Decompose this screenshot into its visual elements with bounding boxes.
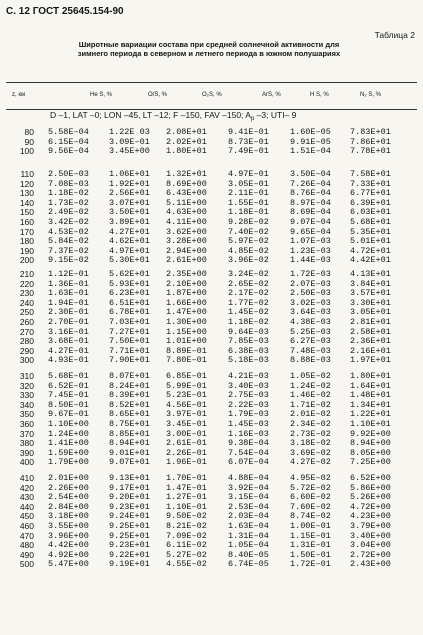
column-h-values: 1.05E–02 1.24E–02 1.46E–02 1.71E–02 2.01E–02 2.34E–02 2.73E–02 3.18E–02 3.69E–02 4.27E–02 bbox=[290, 371, 331, 468]
standard-code: ГОСТ 25645.154-90 bbox=[32, 6, 124, 17]
col-header-n2: N₂ S, % bbox=[360, 92, 381, 98]
column-ar-values: 9.41E–01 8.73E–01 7.49E–01 bbox=[228, 127, 269, 157]
conditions-subscript: p bbox=[250, 116, 255, 122]
column-h-values: 1.72E–03 2.07E–03 2.50E–03 3.02E–03 3.64E–03 4.38E–03 5.25E–03 6.27E–03 7.48E–03 8.88E–03 bbox=[290, 269, 331, 366]
column-h-values: 1.60E–05 9.91E–05 1.51E–04 bbox=[290, 127, 331, 157]
col-header-o2: O₂S, % bbox=[202, 92, 222, 98]
column-o-values: 8.07E+01 8.24E+01 8.39E+01 8.52E+01 8.65E+01 8.75E+01 8.85E+01 8.94E+01 9.01E+01 9.07E+01 bbox=[109, 371, 150, 468]
column-ar-values: 4.97E–01 3.05E–01 2.11E–01 1.55E–01 1.18E–01 9.28E–02 7.40E–02 5.97E–02 4.85E–02 3.96E–02 bbox=[228, 169, 269, 266]
col-header-o: O/S, % bbox=[148, 92, 168, 98]
altitude-column: 310 320 330 340 350 360 370 380 390 400 bbox=[19, 371, 34, 468]
conditions-text: D –1, LAT –0; LON –45, LT –12; F –150, FAV –150; A bbox=[50, 110, 251, 120]
column-he-values: 2.50E–03 7.08E–03 1.18E–02 1.73E–02 2.49E–02 3.42E–02 4.53E–02 5.84E–02 7.37E–02 9.15E–02 bbox=[48, 169, 89, 266]
col-header-ar: ArS, % bbox=[262, 92, 281, 98]
caption-line: Широтные вариации состава при средней солнечной активности для bbox=[78, 40, 340, 49]
column-he-values: 5.68E–01 6.52E–01 7.45E–01 8.50E–01 9.67E–01 1.10E+00 1.24E+00 1.41E+00 1.59E+00 1.79E+00 bbox=[48, 371, 89, 468]
altitude-column: 110 120 130 140 150 160 170 180 190 200 bbox=[19, 169, 34, 266]
altitude-column: 80 90 100 bbox=[19, 127, 34, 157]
column-o2-values: 1.70E–01 1.47E–01 1.27E–01 1.10E–01 9.50E–02 8.21E–02 7.09E–02 6.11E–02 5.27E–02 4.55E–02 bbox=[166, 473, 207, 570]
column-he-values: 1.12E–01 1.36E–01 1.63E–01 1.94E–01 2.30E–01 2.70E–01 3.16E–01 3.68E–01 4.27E–01 4.93E–01 bbox=[48, 269, 89, 366]
column-o-values: 1.06E+01 1.92E+01 2.56E+01 3.07E+01 3.50E+01 3.89E+01 4.27E+01 4.62E+01 4.97E+01 5.30E+01 bbox=[109, 169, 150, 266]
column-o-values: 9.13E+01 9.17E+01 9.20E+01 9.23E+01 9.24E+01 9.25E+01 9.25E+01 9.23E+01 9.22E+01 9.19E+01 bbox=[109, 473, 150, 570]
column-o2-values: 2.35E+00 2.10E+00 1.87E+00 1.66E+00 1.47E+00 1.30E+00 1.15E+00 1.01E+00 8.89E–01 7.80E–01 bbox=[166, 269, 207, 366]
column-n2-values: 1.80E+01 1.64E+01 1.48E+01 1.34E+01 1.22E+01 1.10E+01 9.92E+00 8.94E+00 8.05E+00 7.25E+00 bbox=[350, 371, 391, 468]
column-he-values: 2.01E+00 2.26E+00 2.54E+00 2.84E+00 3.18E+00 3.55E+00 3.96E+00 4.42E+00 4.92E+00 5.47E+00 bbox=[48, 473, 89, 570]
column-o2-values: 2.08E+01 2.02E+01 1.80E+01 bbox=[166, 127, 207, 157]
column-o-values: 5.62E+01 5.93E+01 6.23E+01 6.51E+01 6.78E+01 7.03E+01 7.27E+01 7.50E+01 7.71E+01 7.90E+01 bbox=[109, 269, 150, 366]
column-n2-values: 4.13E+01 3.84E+01 3.57E+01 3.30E+01 3.05E+01 2.81E+01 2.58E+01 2.36E+01 2.16E+01 1.97E+01 bbox=[350, 269, 391, 366]
col-header-h: H S, % bbox=[310, 92, 329, 98]
column-n2-values: 7.83E+01 7.86E+01 7.78E+01 bbox=[350, 127, 391, 157]
column-ar-values: 4.88E–04 3.92E–04 3.15E–04 2.53E–04 2.03E–04 1.63E–04 1.31E–04 1.05E–04 8.40E–05 6.74E–05 bbox=[228, 473, 269, 570]
column-he-values: 5.58E–04 6.15E–04 9.56E–04 bbox=[48, 127, 89, 157]
col-header-he: He S, % bbox=[90, 92, 113, 98]
column-o2-values: 1.32E+01 8.69E+00 6.43E+00 5.11E+00 4.63E+00 4.11E+00 3.62E+00 3.28E+00 2.94E+00 2.61E+00 bbox=[166, 169, 207, 266]
conditions-text-end: –3; UTI– 9 bbox=[254, 110, 297, 120]
page-header bbox=[6, 6, 124, 17]
column-n2-values: 6.52E+00 5.86E+00 5.26E+00 4.72E+00 4.23E+00 3.79E+00 3.40E+00 3.04E+00 2.72E+00 2.43E+00 bbox=[350, 473, 391, 570]
altitude-column: 410 420 430 440 450 460 470 480 490 500 bbox=[19, 473, 34, 570]
col-header-altitude: z, км bbox=[12, 92, 26, 98]
column-h-values: 4.95E–02 5.72E–02 6.60E–02 7.60E–02 8.74E–02 1.00E–01 1.15E–01 1.31E–01 1.50E–01 1.72E–01 bbox=[290, 473, 331, 570]
column-ar-values: 3.24E–02 2.65E–02 2.17E–02 1.77E–02 1.45E–02 1.18E–02 9.64E–03 7.85E–03 6.38E–03 5.18E–03 bbox=[228, 269, 269, 366]
model-conditions bbox=[50, 110, 296, 122]
table-label: Таблица 2 bbox=[374, 30, 415, 40]
column-headers bbox=[6, 82, 417, 110]
altitude-column: 210 220 230 240 250 260 270 280 290 300 bbox=[19, 269, 34, 366]
column-o-values: 1.22E 03 3.09E–01 3.45E+00 bbox=[109, 127, 150, 157]
column-ar-values: 4.21E–03 3.40E–03 2.75E–03 2.22E–03 1.79E–03 1.45E–03 1.16E–03 9.38E–04 7.54E–04 6.07E–04 bbox=[228, 371, 269, 468]
table-caption bbox=[50, 40, 368, 58]
caption-line: зимнего периода в северном и летнего периода в южном полушариях bbox=[77, 49, 341, 58]
column-h-values: 3.50E–04 7.26E–04 8.76E–04 8.97E–04 8.69E–04 9.07E–04 9.65E–04 1.07E–03 1.23E–03 1.44E–03 bbox=[290, 169, 331, 266]
column-n2-values: 7.58E+01 7.33E+01 6.77E+01 6.39E+01 6.03E+01 5.68E+01 5.35E+01 5.01E+01 4.72E+01 4.42E+01 bbox=[350, 169, 391, 266]
column-o2-values: 6.85E–01 5.99E–01 5.23E–01 4.56E–01 3.97E–01 3.45E–01 3.00E–01 2.61E–01 2.26E–01 1.96E–01 bbox=[166, 371, 207, 468]
page-number: С. 12 bbox=[6, 6, 30, 17]
